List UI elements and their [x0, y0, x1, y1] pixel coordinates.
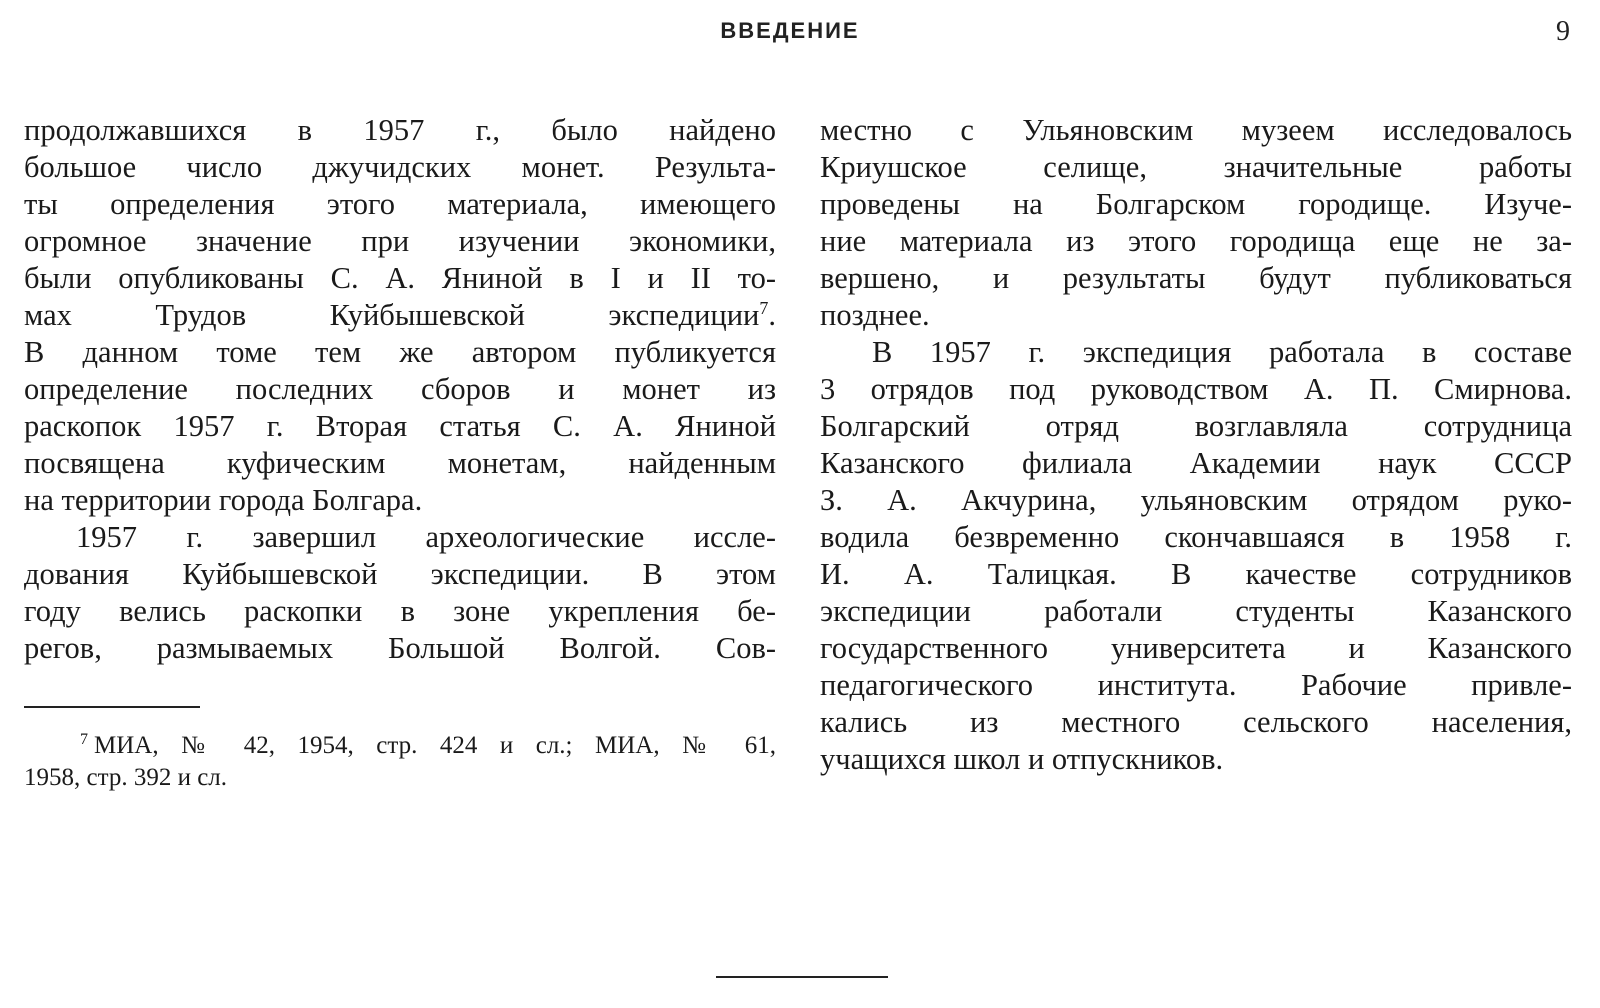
footnote-text: МИА, № 42, 1954, стр. 424 и сл.; МИА, № 61, [94, 732, 776, 759]
footnote-line [24, 730, 776, 762]
text-line: педагогического института. Рабочие привле- [820, 668, 1572, 702]
text-line: 3 отрядов под руководством А. П. Смирнова. [820, 372, 1572, 406]
text-line: И. А. Талицкая. В качестве сотрудников [820, 557, 1572, 591]
text-line: З. А. Акчурина, ульяновским отрядом руко- [820, 483, 1572, 517]
text-line: посвящена куфическим монетам, найденным [24, 446, 776, 480]
text-line: вершено, и результаты будут публиковаться [820, 261, 1572, 295]
running-head: ВВЕДЕНИЕ [720, 18, 860, 43]
text-line: ты определения этого материала, имеющего [24, 187, 776, 221]
text-line: позднее. [820, 298, 930, 332]
trailing-period: . [768, 298, 776, 332]
bottom-divider [716, 976, 888, 978]
text-line: В данном томе тем же автором публикуется [24, 335, 776, 369]
text-line: кались из местного сельского населения, [820, 705, 1572, 739]
text-line-paragraph-start: В 1957 г. экспедиция работала в составе [872, 335, 1572, 369]
text-line: большое число джучидских монет. Результа- [24, 150, 776, 184]
text-line: государственного университета и Казанского [820, 631, 1572, 665]
right-column [820, 112, 1572, 778]
text-line-paragraph-start: 1957 г. завершил археологические иссле- [76, 520, 776, 554]
text-line: раскопок 1957 г. Вторая статья С. А. Яниной [24, 409, 776, 443]
text-line-with-note [24, 297, 776, 334]
text-line: определение последних сборов и монет из [24, 372, 776, 406]
footnote-divider [24, 706, 200, 708]
text-line: огромное значение при изучении экономики, [24, 224, 776, 258]
text-line: экспедиции работали студенты Казанского [820, 594, 1572, 628]
text-line: Болгарский отряд возглавляла сотрудница [820, 409, 1572, 443]
footnote [24, 730, 776, 794]
text-line: учащихся школ и отпускников. [820, 742, 1224, 776]
page-number: 9 [1556, 16, 1570, 47]
text-line: году велись раскопки в зоне укрепления бе- [24, 594, 776, 628]
text-line: водила безвременно скончавшаяся в 1958 г. [820, 520, 1572, 554]
text-line: Казанского филиала Академии наук СССР [820, 446, 1572, 480]
text-line: местно с Ульяновским музеем исследовалось [820, 113, 1572, 147]
text-line: дования Куйбышевской экспедиции. В этом [24, 557, 776, 591]
footnote-marker: 7 [80, 730, 88, 748]
text-line: Криушское селище, значительные работы [820, 150, 1572, 184]
text-line-content: мах Трудов Куйбышевской экспедиции [24, 298, 760, 332]
text-line: ние материала из этого городища еще не за- [820, 224, 1572, 258]
footnote-line: 1958, стр. 392 и сл. [24, 764, 228, 791]
text-line: продолжавшихся в 1957 г., было найдено [24, 113, 776, 147]
text-line: были опубликованы С. А. Яниной в I и II то- [24, 261, 776, 295]
left-column [24, 112, 776, 667]
text-line: проведены на Болгарском городище. Изуче- [820, 187, 1572, 221]
text-line: регов, размываемых Большой Волгой. Сов- [24, 631, 776, 665]
text-line: на территории города Болгара. [24, 483, 423, 517]
footnote-reference: 7 [759, 297, 769, 318]
